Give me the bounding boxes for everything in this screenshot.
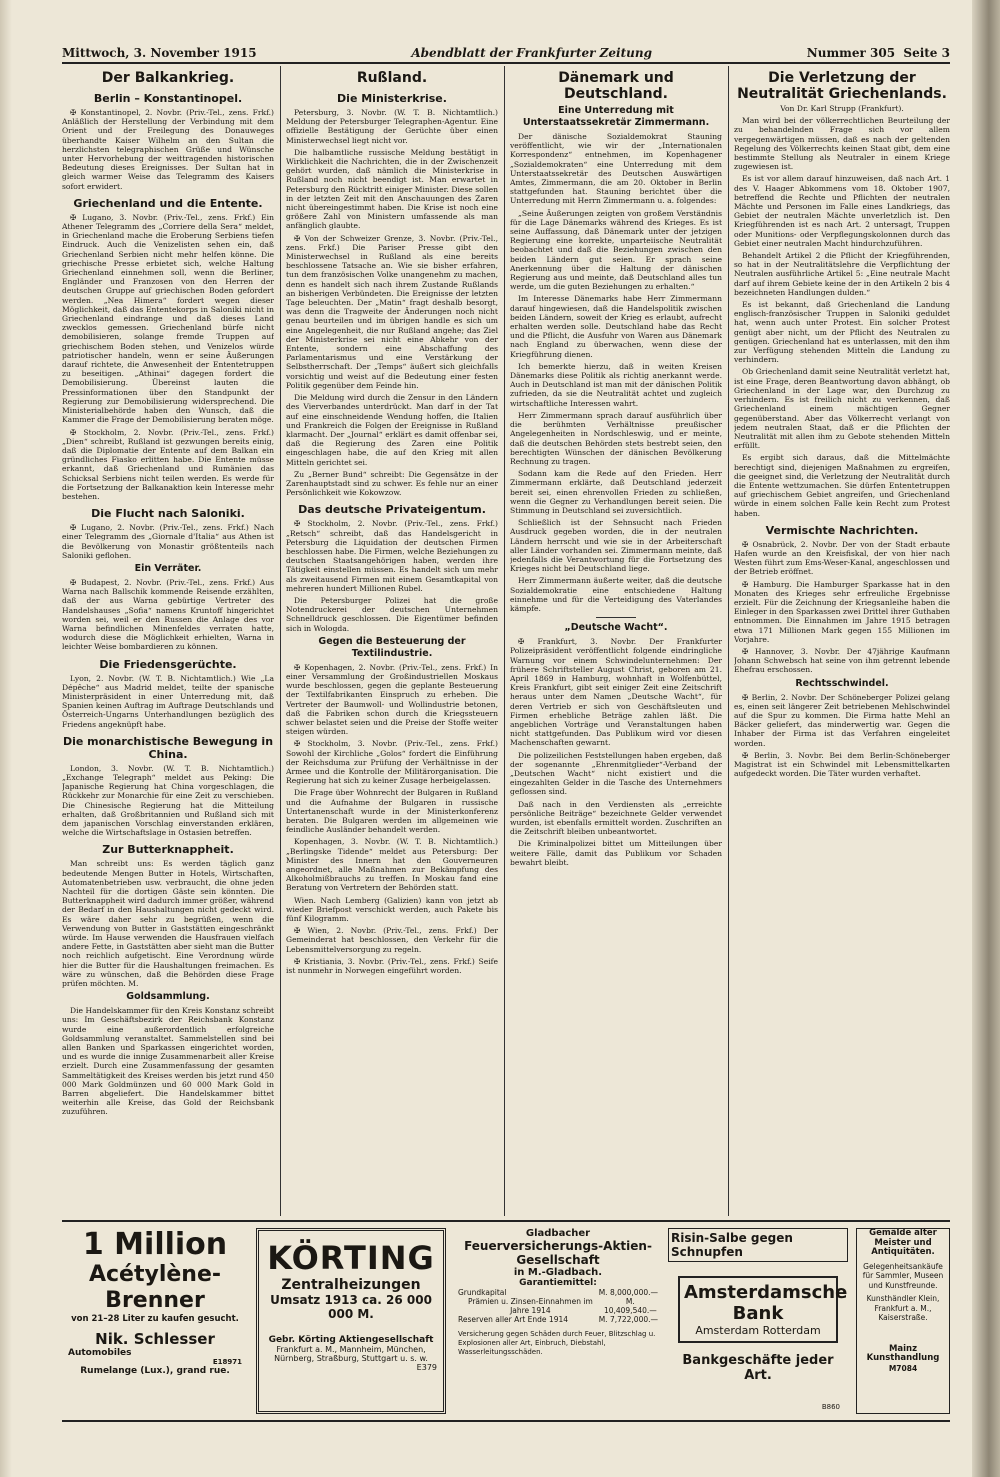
headline-rechtsschwindel: Rechtsschwindel. xyxy=(795,677,889,689)
ad-gladbacher-terms: Versicherung gegen Schäden durch Feuer, Blitzschlag u. Explosionen aller Art, Einbruch, Diebstahl, Wasserleitungsschäden. xyxy=(458,1330,656,1356)
column-3 xyxy=(510,66,722,1216)
section-title-russland: Rußland. xyxy=(356,70,428,86)
article-paragraph: ✠ Stockholm, 2. Novbr. (Priv.-Tel., zens. Frkf.) „Dien“ schreibt, Rußland ist gezwungen bereits einig, daß die Diplomatie der Entente auf dem Balkan ein gründliches Fiasko erlitten habe. Die Entente müsse erkannt, daß Griechenland und Rumänien das Schicksal Serbiens nicht teilen werden. Es werde für die Fortsetzung der Balkanaktion kein Interesse mehr bestehen. xyxy=(62,427,274,501)
headline-china: Die monarchistische Bewegung in China. xyxy=(62,734,274,761)
article-paragraph: ✠ Lugano, 2. Novbr. (Priv.-Tel., zens. Frkf.) Nach einer Telegramm des „Giornale d'Italia“ aus Athen ist die Bevölkerung von Monastir größtenteils nach Saloniki geflohen. xyxy=(62,523,274,560)
ad-bank-cities: Amsterdam Rotterdam xyxy=(695,1324,821,1337)
ad-row-label: Grundkapital xyxy=(458,1288,507,1297)
article-paragraph: ✠ Berlin, 2. Novbr. Der Schöneberger Polizei gelang es, einen seit längerer Zeit betriebenen Mehlschwindel auf die Spur zu kommen. Die Firma hatte Mehl an Bäcker geliefert, das minderwertig war. Gegen die Inhaber der Firma ist das Verfahren eingeleitet worden. xyxy=(734,692,950,748)
article-paragraph: ✠ Konstantinopel, 2. Novbr. (Priv.-Tel., zens. Frkf.) Anläßlich der Herstellung der Verbindung mit dem Orient und der Freilegung des Donauweges überhandte Kaiser Wilhelm an den Sultan die herzlichsten telegraphischen Grüße und Wünsche unter Hervorhebung der weittragenden historischen Bedeutung dieses Ereignisses. Der Sultan hat in gleich warmer Weise das Telegramm des Kaisers sofort erwidert. xyxy=(62,108,274,191)
article-paragraph: Der dänische Sozialdemokrat Stauning veröffentlicht, wie wir der „Internationalen Korrespondenz“ entnehmen, im Kopenhagener „Sozialdemokraten“ eine Unterredung mit dem Unterstaatssekretär des Deutschen Auswärtigen Amtes, Zimmermann, die am 20. Oktober in Berlin stattgefunden hat. Stauning berichtet über die Unterredung mit Herrn Zimmermann u. a. folgendes: xyxy=(510,132,722,206)
ad-gladbacher xyxy=(454,1228,662,1414)
ad-acetylene-line3: von 21–28 Liter zu kaufen gesucht. xyxy=(71,1314,239,1324)
article-paragraph: „Seine Äußerungen zeigten von großem Verständnis für die Lage Dänemarks während des Krieges. Es ist seine Auffassung, daß Dänemark unter der jetzigen Regierung eine korrekte, unparteiische Neutralität beobachtet und daß die Beziehungen zwischen den beiden Ländern gut seien. Er sprach seine Anerkennung über die Haltung der dänischen Regierung aus und meinte, daß Deutschland alles tun werde, um die guten Beziehungen zu erhalten.“ xyxy=(510,208,722,292)
article-paragraph: Wien. Nach Lemberg (Galizien) kann von jetzt ab wieder Briefpost verschickt werden, auch Pakete bis fünf Kilogramm. xyxy=(286,895,498,924)
ad-gladbacher-row xyxy=(454,1315,662,1324)
article-paragraph: Behandelt Artikel 2 die Pflicht der Kriegführenden, so hat in der Neutralitätslehre die Verpflichtung der Neutralen ausführliche Artikel 5: „Eine neutrale Macht darf auf ihrem Gebiete keine der in den Artikeln 2 bis 4 bezeichneten Handlungen dulden.“ xyxy=(734,251,950,297)
article-paragraph: Die Handelskammer für den Kreis Konstanz schreibt uns: Im Geschäftsbezirk der Reichsbank Konstanz wurde eine außerordentlich erfolgreiche Goldsammlung veranstaltet. Sammelstellen sind bei allen Banken und Sparkassen eingerichtet worden, und es wurde die innige Zusammenarbeit aller Kreise erzielt. Durch eine Zusammenfassung der gesamten Sammeltätigkeit des Kreises werden bis jetzt rund 450 000 Mark Goldmünzen und 60 000 Mark Gold in Barren abgeliefert. Die Handelskammer bittet weiterhin alle Kreise, das Gold der Reichsbank zuzuführen. xyxy=(62,1006,274,1117)
ad-gladbacher-company: Feuerversicherungs-Aktien-Gesellschaft xyxy=(464,1239,652,1267)
article-paragraph: Lyon, 2. Novbr. (W. T. B. Nichtamtlich.) Wie „La Dépêche“ aus Madrid meldet, teilte der spanische Ministerpräsident in einer Unterredung mit, daß Spanien keinen Auftrag im Auftrage Deutschlands und Österreich-Ungarns Unterhandlungen bezüglich des Friedens angeknüpft habe. xyxy=(62,673,274,729)
ad-bank-services: Bankgeschäfte jeder Art. xyxy=(682,1353,834,1383)
headline-friedensgeruechte: Die Friedensgerüchte. xyxy=(99,657,237,671)
column-rule xyxy=(728,66,729,1216)
article-paragraph: Schließlich ist der Sehnsucht nach Frieden Ausdruck gegeben worden, die in der neutralen Ländern herrscht und wie sie in der Arbeiterschaft aller Länder vorhanden sei. Zimmermann meinte, daß jedenfalls die Verantwortung für die Fortsetzung des Krieges nicht bei Deutschland liege. xyxy=(510,518,722,574)
article-paragraph: ✠ Osnabrück, 2. Novbr. Der von der Stadt erbaute Hafen wurde an den Kreisfiskal, der von hier nach Westen führt zum Ems-Weser-Kanal, angeschlossen und der Betrieb eröffnet. xyxy=(734,539,950,577)
article-paragraph: ✠ Budapest, 2. Novbr. (Priv.-Tel., zens. Frkf.) Aus Warna nach Ballschik kommende Reisende erzählten, daß der aus Warna gebürtige Vertreter des Handelshauses „Sofia“ namens Kruntoff hingerichtet worden sei, weil er den Russen die Anlage des vor Warna befindlichen Minenfeldes verraten hatte, wodurch diese die Möglichkeit erhielten, Warna in leichter Weise bombardieren zu können. xyxy=(62,577,274,652)
column-1 xyxy=(62,66,274,1216)
ad-acetylene-address: Rumelange (Lux.), grand rue. xyxy=(80,1366,230,1376)
ad-koerting-cities: Frankfurt a. M., Mannheim, München, Nürnberg, Straßburg, Stuttgart u. s. w. xyxy=(274,1345,428,1363)
ad-gladbacher-city: in M.-Gladbach. xyxy=(513,1267,603,1278)
article-paragraph: Es ist vor allem darauf hinzuweisen, daß nach Art. 1 des V. Haager Abkommens vom 18. Oktober 1907, betreffend die Rechte und Pflichten der neutralen Mächte und Personen im Falle eines Landkriegs, das Gebiet der neutralen Mächte unverletzlich ist. Den Kriegführenden ist es nach Art. 2 untersagt, Truppen oder Munitions- oder Verpflegungskolonnen durch das Gebiet einer neutralen Macht hindurchzuführen. xyxy=(734,174,950,248)
subheadline-zimmermann: Eine Unterredung mit Unterstaatssekretär Zimmermann. xyxy=(522,105,710,128)
ad-gladbacher-garantie: Garantiemittel: xyxy=(519,1278,597,1288)
ad-gemaelde xyxy=(856,1228,950,1414)
ad-acetylene xyxy=(62,1228,248,1414)
header-masthead: Abendblatt der Frankfurter Zeitung xyxy=(411,46,652,60)
article-paragraph: ✠ Stockholm, 3. Novbr. (Priv.-Tel., zens. Frkf.) Sowohl der Kirchliche „Golos“ fordert die Einführung der Reichsduma zur Prüfung der Verhältnisse in der Armee und die Kontrolle der Militärorganisation. Die Regierung hat sich zu keiner Zusage herbeigelassen. xyxy=(286,739,498,786)
ad-koerting-product: Zentralheizungen xyxy=(281,1277,421,1293)
article-paragraph: London, 3. Novbr. (W. T. B. Nichtamtlich.) „Exchange Telegraph“ meldet aus Peking: Die Japanische Regierung hat China vorgeschlagen, die Rückkehr zur Monarchie für eine Zeit zu verschieben. Die Chinesische Regierung hat die Mitteilung erhalten, daß Großbritannien und Rußland sich mit dem japanischen Vorschlag einverstanden erklären, welche die Wirtschaftslage in Ostasien betreffen. xyxy=(62,763,274,838)
ad-acetylene-line2: Acétylène-Brenner xyxy=(88,1262,222,1313)
ad-bank-box xyxy=(678,1276,848,1343)
article-paragraph: Die Meldung wird durch die Zensur in den Ländern des Vierverbandes unterdrückt. Man darf in der Tat auf eine einschneidende Wendung hoffen, die Italien und Frankreich die Folgen der Ereignisse in Rußland klarmacht. Der „Journal“ erklärt es damit offenbar sei, daß die Regierung des Zaren eine Politik eingeschlagen habe, die auf den Krieg mit allen Mitteln gerichtet sei. xyxy=(286,393,498,467)
article-paragraph: ✠ Stockholm, 2. Novbr. (Priv.-Tel., zens. Frkf.) „Retsch“ schreibt, daß das Handelsgericht in Petersburg die Liquidation der deutschen Firmen beschlossen habe. Die Firmen, welche Beziehungen zu deutschen Staatsangehörigen haben, werden ihre Tätigkeit einstellen müssen. Es handelt sich um mehr als zweitausend Firmen mit einem Gesamtkapital von mehreren hundert Millionen Rubel. xyxy=(286,519,498,593)
page-edge-shadow xyxy=(0,0,12,1477)
ad-koerting-code: E379 xyxy=(416,1363,437,1372)
headline-flucht-saloniki: Die Flucht nach Saloniki. xyxy=(91,507,245,521)
article-paragraph: ✠ Berlin, 3. Novbr. Bei dem Berlin-Schöneberger Magistrat ist ein Schwindel mit Lebensmittelkarten aufgedeckt worden. Die Täter wurden verhaftet. xyxy=(734,750,950,779)
headline-textilindustrie: Gegen die Besteuerung der Textilindustrie. xyxy=(318,635,466,659)
ad-koerting-turnover: Umsatz 1913 ca. 26 000 000 M. xyxy=(270,1293,432,1321)
article-paragraph: Die Petersburger Polizei hat die große Notendruckerei der deutschen Unternehmen Schnelldruck geschlossen. Die Eigentümer befinden sich in Wologda. xyxy=(286,595,498,633)
section-title-balkankrieg: Der Balkankrieg. xyxy=(101,70,235,86)
page-header xyxy=(62,44,950,64)
ad-gemaelde-dealer: Kunsthändler Klein, Frankfurt a. M., Kaiserstraße. xyxy=(866,1294,940,1322)
ad-gladbacher-row xyxy=(454,1288,662,1297)
article-paragraph: Man schreibt uns: Es werden täglich ganz bedeutende Mengen Butter in Hotels, Wirtschaften, Automatenbetrieben usw. verbraucht, die ohne jeden Nachteil für die dortigen Gäste sein könnten. Die Butterknappheit wird dadurch immer größer, während der Bedarf in den Haushaltungen nicht gedeckt wird. Es wäre daher sehr zu begrüßen, wenn die Verwendung von Butter in Gaststätten eingeschränkt würde. Im Hause verwenden die Hausfrauen vielfach andere Fette, in Gaststätten aber sieht man die Butter noch reichlich aufgetischt. Eine Verordnung würde hier die Butter für die Haushaltungen freimachen. Es wäre zu wünschen, daß die Behörden diese Frage prüfen möchten. M. xyxy=(62,859,274,989)
ad-gemaelde-title: Gemälde alter Meister und Antiquitäten. xyxy=(869,1228,937,1257)
ad-gladbacher-title: Gladbacher xyxy=(525,1228,591,1239)
column-4 xyxy=(734,66,950,1216)
header-date: Mittwoch, 3. November 1915 xyxy=(62,46,257,60)
ad-acetylene-type: Automobiles xyxy=(68,1348,132,1358)
ad-bank-code: B860 xyxy=(821,1403,840,1411)
byline: Von Dr. Karl Strupp (Frankfurt). xyxy=(780,104,904,113)
header-page: Seite 3 xyxy=(903,46,950,60)
ad-row-label: Reserven aller Art Ende 1914 xyxy=(458,1315,569,1324)
headline-daenemark: Dänemark und Deutschland. xyxy=(558,70,674,102)
ad-gladbacher-row xyxy=(454,1297,662,1315)
article-paragraph: Ich bemerkte hierzu, daß in weiten Kreisen Dänemarks diese Politik als richtig anerkannt werde. Auch in Deutschland ist man mit der dänischen Politik zufrieden, da sie die Neutralität achtet und zugleich wirtschaftliche Interessen wahrt. xyxy=(510,361,722,408)
binding-gutter xyxy=(972,0,1000,1477)
article-paragraph: Die polizeilichen Feststellungen haben ergeben, daß der sogenannte „Ehrenmitglieder“-Verband der „Deutschen Wacht“ nicht existiert und die eingezahlten Gelder in die Tasche des Unternehmers geflossen sind. xyxy=(510,750,722,797)
article-paragraph: ✠ Frankfurt, 3. Novbr. Der Frankfurter Polizeipräsident veröffentlicht folgende eindringliche Warnung vor einem Schwindelunternehmen: Der frühere Schriftsteller August Christ, geboren am 21. April 1869 in Hamburg, wohnhaft in Wolfenbüttel, Kreis Frankfurt, gibt seit einiger Zeit eine Zeitschrift heraus unter dem Namen „Deutsche Wacht“, für deren Vertrieb er sich von Geschäftsleuten und Firmen erhebliche Beträge zahlen läßt. Die angeblichen Vorträge und Veranstaltungen haben nicht stattgefunden. Das Publikum wird vor diesen Machenschaften gewarnt. xyxy=(510,637,722,748)
ad-amsterdamsche-bank xyxy=(668,1228,848,1414)
ad-acetylene-company: Nik. Schlesser xyxy=(95,1330,215,1348)
article-paragraph: Herr Zimmermann sprach darauf ausführlich über die berühmten Verhältnisse preußischer Angelegenheiten in Nordschleswig, und er meinte, daß die deutschen Behörden stets bestrebt seien, den berechtigten Wünschen der dänischen Bevölkerung Rechnung zu tragen. xyxy=(510,410,722,466)
article-paragraph: Sodann kam die Rede auf den Frieden. Herr Zimmermann erklärte, daß Deutschland jederzeit bereit sei, einen ehrenvollen Frieden zu schließen, wenn die Gegner zu Verhandlungen bereit seien. Die Stimmung in Deutschland sei zuversichtlich. xyxy=(510,469,722,515)
article-paragraph: Herr Zimmermann äußerte weiter, daß die deutsche Sozialdemokratie eine entschiedene Haltung einnehme und für die Verteidigung des Vaterlandes kämpfe. xyxy=(510,576,722,613)
column-rule xyxy=(504,66,505,1216)
article-paragraph: Es ergibt sich daraus, daß die Mittelmächte berechtigt sind, diejenigen Maßnahmen zu ergreifen, die geeignet sind, die Verletzung der Neutralität durch die Entente wettzumachen. Sie dürfen Ententetruppen auf griechischem Gebiet angreifen, und Griechenland würde in einem solchen Falle kein Recht zum Protest haben. xyxy=(734,453,950,518)
article-paragraph: ✠ Lugano, 3. Novbr. (Priv.-Tel., zens. Frkf.) Ein Athener Telegramm des „Corriere della Sera“ meldet, in Griechenland mache die Eroberung Serbiens tiefen Eindruck. Auch die Venizelisten sehen ein, daß Griechenland Serbien nicht mehr helfen könne. Die griechische Presse erbietet sich, welche Haltung Griechenland einnehmen soll, wenn die Berliner, Engländer und Franzosen von den Herren der deutschen Gruppe auf griechischen Boden gefordert werden. „Nea Himera“ fordert wegen dieser Möglichkeit, daß das Ententekorps in Saloniki nicht in Griechenland eindrange und daß dieses Land zwecklos gemessen. Griechenland bürfe nicht demobilisieren, solange fremde Truppen auf griechischem Boden stehen, und Venizelos würde patriotischer handeln, wenn er seine Äußerungen darauf richtete, die Anwesenheit der Ententetruppen zu beseitigen. „Athinai“ dagegen fordert die Demobilisierung. Übereinst lauten die Pressinformationen über den Standpunkt der Regierung zur Demobilisierung widersprechend. Die Ministerialbehörde haben den Wunsch, daß die Kammer die Frage der Demobilisierung beraten möge. xyxy=(62,212,274,425)
article-paragraph: Ob Griechenland damit seine Neutralität verletzt hat, ist eine Frage, deren Beantwortung davon abhängt, ob Griechenland in der Lage war, den Durchzug zu verhindern. Es ist freilich nicht zu verkennen, daß Griechenland einem mächtigen Gegner gegenüberstand. Aber das Völkerrecht verlangt von jedem neutralen Staat, daß er die Pflichten der Neutralität mit allen ihm zu Gebote stehenden Mitteln erfüllt. xyxy=(734,367,950,451)
header-number-page xyxy=(807,46,950,60)
ad-row-value: M. 8,000,000.— xyxy=(598,1288,658,1297)
headline-neutralitaet: Die Verletzung der Neutralität Griechenlands. xyxy=(737,70,947,102)
headline-goldsammlung: Goldsammlung. xyxy=(126,991,210,1003)
article-paragraph: ✠ Von der Schweizer Grenze, 3. Novbr. (Priv.-Tel., zens. Frkf.) Die Pariser Presse gibt den Ministerwechsel in Rußland als eine bereits beschlossene Tatsache an. Wie sie bisher erfahren, tun dem französischen Volke unangenehm zu machen, denn es handelt sich nach ihrem Zustande Rußlands an bisherigen Verbündeten. Die Ereignisse der letzten Tage beleuchten. Der „Matin“ fragt deshalb besorgt, was denn die Tragweite der Änderungen noch nicht genau beurteilen und im übrigen handle es sich um eine Angelegenheit, die nur Rußland angehe; das Ziel der Ministerkrise sei nicht eine Abkehr von der Entente, sondern eine Abschaffung des Parlamentarismus und eine Verstärkung der Selbstherrschaft. Der „Temps“ äußert sich gleichfalls vorsichtig und weist auf die Bedeutung einer festen Politik gegenüber dem Feinde hin. xyxy=(286,233,498,390)
headline-verraeter: Ein Verräter. xyxy=(134,562,202,574)
headline-berlin-konstantinopel: Berlin – Konstantinopel. xyxy=(93,92,243,105)
article-paragraph: ✠ Wien, 2. Novbr. (Priv.-Tel., zens. Frkf.) Der Gemeinderat hat beschlossen, den Verkehr für die Lebensmittelversorgung zu regeln. xyxy=(286,926,498,954)
headline-griechenland-entente: Griechenland und die Entente. xyxy=(73,196,263,210)
article-paragraph: Daß nach in den Verdiensten als „erreichte persönliche Beiträge“ bezeichnete Gelder verwendet wurden, ist ebenfalls ermittelt worden. Zuschriften an die Zeitschrift bleiben unbeantwortet. xyxy=(510,799,722,837)
article-paragraph: Im Interesse Dänemarks habe Herr Zimmermann darauf hingewiesen, daß die Handelspolitik zwischen beiden Ländern, soweit der Krieg es erlaubt, aufrecht erhalten werden solle. Deutschland habe das Recht und die Pflicht, die Ausfuhr von Waren aus Dänemark nach England zu überwachen, wenn diese der Kriegführung dienen. xyxy=(510,294,722,359)
column-rule xyxy=(280,66,281,1216)
article-columns xyxy=(62,66,950,1216)
article-paragraph: Die Kriminalpolizei bittet um Mitteilungen über weitere Fälle, damit das Publikum vor Schaden bewahrt bleibt. xyxy=(510,839,722,867)
ad-bank-name: Amsterdamsche Bank xyxy=(684,1282,848,1324)
ad-risin-salbe: Risin-Salbe gegen Schnupfen xyxy=(668,1228,848,1262)
article-paragraph: Die halbamtliche russische Meldung bestätigt in Wirklichkeit die Nachrichten, die in der Zwischenzeit gehört wurden, daß nämlich die Ministerkrise in Rußland noch nicht beendigt ist. Man erwartet in Petersburg den Rücktritt einiger Minister. Diese sollen in der letzten Zeit mit den Anschauungen des Zaren nicht übereingestimmt haben. Die Krise ist noch eine größere Zahl von Ministern umfassende als man anfänglich glaubte. xyxy=(286,147,498,231)
ad-acetylene-line1: 1 Million xyxy=(82,1228,228,1262)
header-number: Nummer 305 xyxy=(806,46,896,60)
headline-deutsche-wacht: „Deutsche Wacht“. xyxy=(564,622,668,634)
headline-privateigentum: Das deutsche Privateigentum. xyxy=(298,503,486,517)
article-paragraph: ✠ Kristiania, 3. Novbr. (Priv.-Tel., zens. Frkf.) Seife ist nunmehr in Norwegen eingeführt worden. xyxy=(286,956,498,976)
article-paragraph: Petersburg, 3. Novbr. (W. T. B. Nichtamtlich.) Meldung der Petersburger Telegraphen-Agentur. Eine offizielle Bestätigung der Gerüchte über einen Ministerwechsel liegt nicht vor. xyxy=(286,108,498,145)
article-paragraph: ✠ Hamburg. Die Hamburger Sparkasse hat in den Monaten des Krieges sehr erfreuliche Ergebnisse erzielt. Für die Zeichnung der Kriegsanleihe haben die Einleger in den Sparkassen zwei Drittel ihrer Guthaben entnommen. Die Einnahmen im Jahre 1915 betragen etwa 171 Millionen Mark gegen 155 Millionen im Vorjahre. xyxy=(734,579,950,644)
ad-row-value: M. 7,722,000.— xyxy=(598,1315,658,1324)
ad-koerting-company: Gebr. Körting Aktiengesellschaft xyxy=(268,1335,434,1345)
ad-row-label: Prämien u. Zinsen-Einnahmen im Jahre 1914 xyxy=(467,1297,593,1315)
article-divider xyxy=(596,617,636,618)
ad-mainz: Mainz Kunsthandlung xyxy=(866,1343,940,1363)
headline-ministerkrise: Die Ministerkrise. xyxy=(337,92,447,105)
article-paragraph: Kopenhagen, 3. Novbr. (W. T. B. Nichtamtlich.) „Berlingske Tidende“ meldet aus Petersburg: Der Minister des Innern hat den Gouverneuren angeordnet, alle Maßnahmen zur Bekämpfung des Alkoholmißbrauchs zu treffen. In Moskau fand eine Beratung von Vertretern der Behörden statt. xyxy=(286,837,498,893)
article-paragraph: Zu „Berner Bund“ schreibt: Die Gegensätze in der Zarenhauptstadt sind zu schwer. Es fehle nur an einer Persönlichkeit wie Kokowzow. xyxy=(286,469,498,498)
article-paragraph: Die Frage über Wohnrecht der Bulgaren in Rußland und die Aufnahme der Bulgaren in russische Untertanenschaft wurde in der Ministerkonferenz beraten. Die Bulgaren werden im allgemeinen wie feindliche Ausländer behandelt werden. xyxy=(286,788,498,835)
article-paragraph: ✠ Hannover, 3. Novbr. Der 47jährige Kaufmann Johann Schwebsch hat seine von ihm getrennt lebende Ehefrau erschossen. xyxy=(734,646,950,675)
ad-row-value: M. 10,409,540.— xyxy=(603,1297,657,1315)
ad-acetylene-code: E18971 xyxy=(212,1358,242,1366)
article-paragraph: Es ist bekannt, daß Griechenland die Landung englisch-französischer Truppen in Saloniki geduldet hat, wenn auch unter Protest. Ein solcher Protest genügt aber nicht, um der Pflicht des Neutralen zu genügen. Griechenland hat es unterlassen, mit den ihm zur Verfügung stehenden Mitteln die Landung zu verhindern. xyxy=(734,300,950,365)
headline-butterknappheit: Zur Butterknappheit. xyxy=(102,843,234,857)
ad-koerting-brand: KÖRTING xyxy=(267,1239,435,1277)
advertisement-strip xyxy=(62,1220,950,1422)
headline-vermischte-nachrichten: Vermischte Nachrichten. xyxy=(765,523,919,537)
column-2 xyxy=(286,66,498,1216)
ad-koerting xyxy=(256,1228,446,1414)
ad-gemaelde-text: Gelegenheitsankäufe für Sammler, Museen und Kunstfreunde. xyxy=(862,1261,944,1290)
article-paragraph: Man wird bei der völkerrechtlichen Beurteilung der zu behandelnden Frage sich vor allem vergegenwärtigen müssen, daß es nach der geltenden Regelung des Völkerrechts keinen Staat gibt, dem eine bestimmte Stellung als Neutraler in einem Kriege zugewiesen ist. xyxy=(734,116,950,172)
article-paragraph: ✠ Kopenhagen, 2. Novbr. (Priv.-Tel., zens. Frkf.) In einer Versammlung der Großindustriellen Moskaus wurde beschlossen, gegen die geplante Besteuerung der Textilfabrikanten Einspruch zu erheben. Die Vertreter der Baumwoll- und Wollindustrie betonen, daß die Fabriken schon durch die Kriegssteuern schwer belastet seien und die Preise der Stoffe weiter steigen würden. xyxy=(286,662,498,737)
ad-gemaelde-code: M7084 xyxy=(888,1363,918,1373)
